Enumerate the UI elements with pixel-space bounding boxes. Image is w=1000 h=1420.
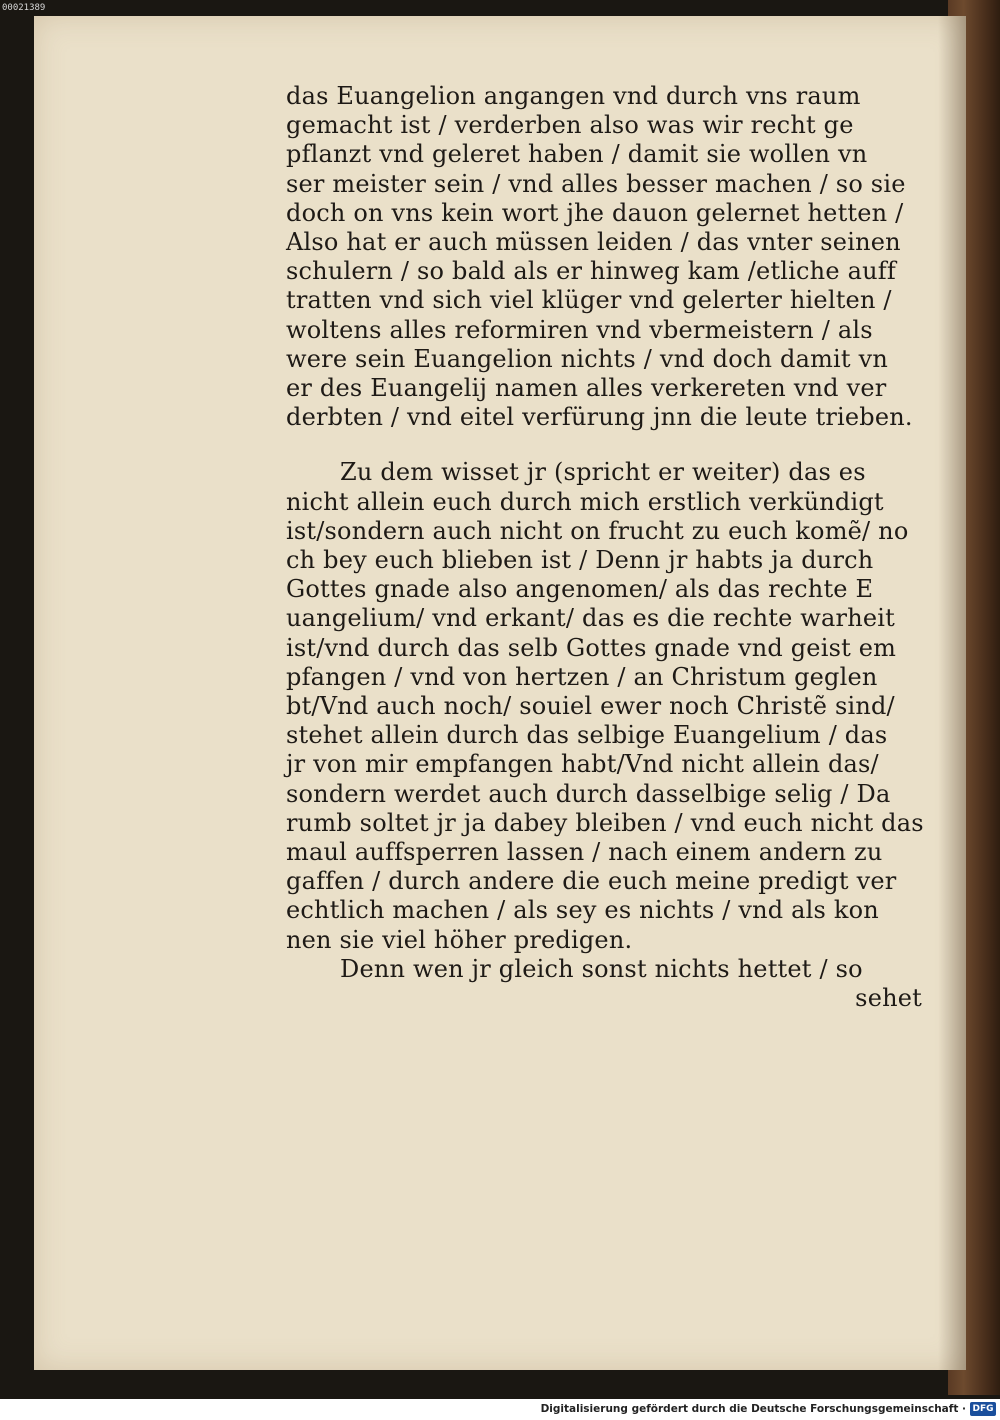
text-line: das Euangelion angangen vnd durch vns raum bbox=[286, 82, 861, 110]
text-line: schulern / so bald als er hinweg kam /etliche auff bbox=[286, 257, 896, 286]
catchword: sehet bbox=[855, 984, 922, 1013]
text-line: gemacht ist / verderben also was wir recht ge bbox=[286, 111, 854, 140]
text-line: ist/vnd durch das selb Gottes gnade vnd geist em bbox=[286, 633, 897, 662]
text-line: tratten vnd sich viel klüger vnd gelerter hielten / bbox=[286, 286, 892, 315]
text-line: ser meister sein / vnd alles besser machen / so sie bbox=[286, 169, 906, 198]
text-line: maul auffsperren lassen / nach einem andern zu bbox=[286, 838, 883, 867]
text-line: gaffen / durch andere die euch meine predigt ver bbox=[286, 867, 897, 896]
text-line: er des Euangelij namen alles verkereten vnd ver bbox=[286, 374, 887, 403]
text-line: woltens alles reformiren vnd vbermeistern / als bbox=[286, 315, 873, 344]
text-line: stehet allein durch das selbige Euangelium / das bbox=[286, 721, 888, 750]
funding-note: Digitalisierung gefördert durch die Deutsche Forschungsgemeinschaft · bbox=[540, 1403, 966, 1415]
text-line: pflanzt vnd geleret haben / damit sie wollen vn bbox=[286, 140, 868, 169]
text-line: derbten / vnd eitel verfürung jnn die leute trieben. bbox=[286, 403, 913, 432]
page-text bbox=[286, 82, 926, 1013]
text-line: sondern werdet auch durch dasselbige selig / Da bbox=[286, 779, 891, 808]
footer-bar bbox=[0, 1399, 1000, 1420]
text-line: uangelium/ vnd erkant/ das es die rechte warheit bbox=[286, 604, 896, 633]
text-line: Also hat er auch müssen leiden / das vnter seinen bbox=[286, 228, 901, 257]
text-line: nicht allein euch durch mich erstlich verkündigt bbox=[286, 487, 884, 516]
scan-id: 00021389 bbox=[2, 3, 46, 13]
text-line: jr von mir empfangen habt/Vnd nicht allein das/ bbox=[286, 750, 879, 779]
text-line: ist/sondern auch nicht on frucht zu euch komẽ/ no bbox=[286, 516, 909, 545]
text-line: ch bey euch blieben ist / Denn jr habts ja durch bbox=[286, 546, 874, 575]
text-line: Zu dem wisset jr (spricht er weiter) das es bbox=[340, 458, 866, 487]
text-line: bt/Vnd auch noch/ souiel ewer noch Christẽ sind/ bbox=[286, 692, 895, 721]
text-line: Denn wen jr gleich sonst nichts hettet / so bbox=[340, 954, 863, 983]
paragraph-2 bbox=[286, 458, 926, 954]
text-line: Gottes gnade also angenomen/ als das rechte E bbox=[286, 575, 874, 604]
paragraph-1 bbox=[286, 82, 926, 432]
text-line: nen sie viel höher predigen. bbox=[286, 925, 633, 954]
text-line: were sein Euangelion nichts / vnd doch damit vn bbox=[286, 344, 889, 373]
dfg-logo: DFG bbox=[970, 1402, 996, 1416]
text-line: rumb soltet jr ja dabey bleiben / vnd euch nicht das bbox=[286, 808, 924, 837]
paragraph-3 bbox=[286, 955, 926, 984]
text-line: pfangen / vnd von hertzen / an Christum geglen bbox=[286, 662, 878, 691]
text-line: echtlich machen / als sey es nichts / vnd als kon bbox=[286, 896, 879, 925]
text-line: doch on vns kein wort jhe dauon gelernet hetten / bbox=[286, 198, 904, 227]
